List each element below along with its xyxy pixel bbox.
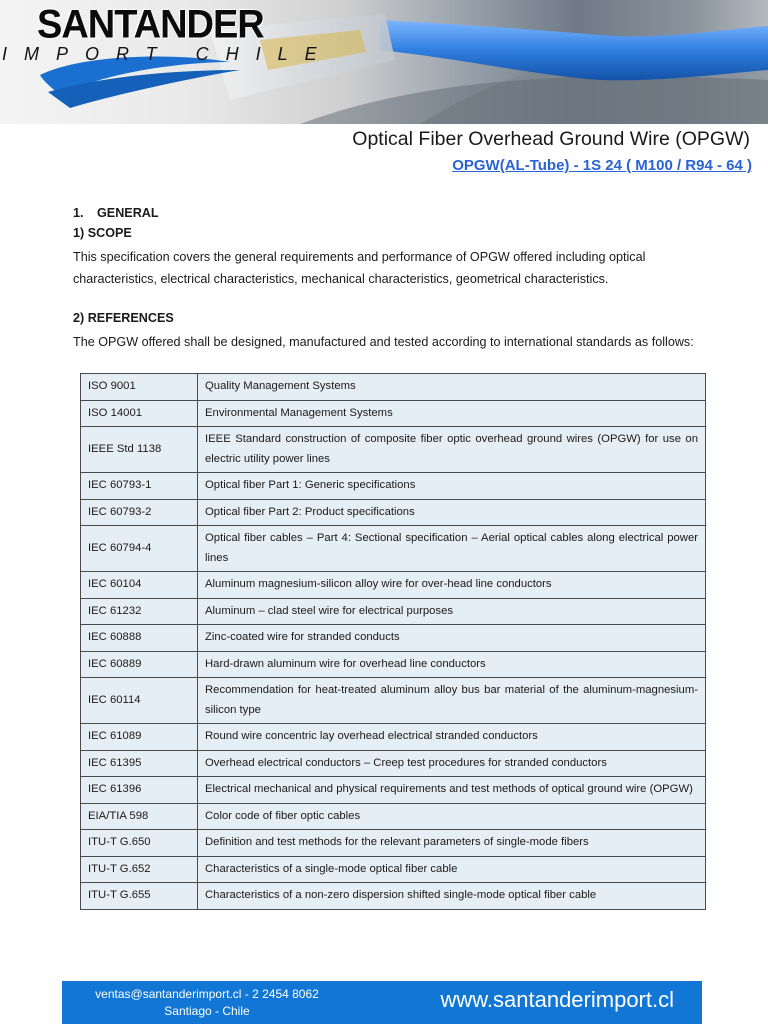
table-row bbox=[81, 777, 706, 804]
footer-location: Santiago - Chile bbox=[164, 1004, 250, 1018]
references-paragraph: The OPGW offered shall be designed, manufactured and tested according to international standards as follows: bbox=[73, 335, 694, 349]
standard-description-cell: Quality Management Systems bbox=[198, 374, 706, 401]
standard-code-cell: IEC 61089 bbox=[81, 724, 198, 751]
table-row bbox=[81, 830, 706, 857]
standard-code-cell: IEC 60104 bbox=[81, 572, 198, 599]
standard-description-cell: Aluminum magnesium-silicon alloy wire for over-head line conductors bbox=[198, 572, 706, 599]
table-row bbox=[81, 651, 706, 678]
standard-code-cell: ITU-T G.652 bbox=[81, 856, 198, 883]
standard-code-cell: IEC 61395 bbox=[81, 750, 198, 777]
standard-description-cell: Optical fiber Part 2: Product specifications bbox=[198, 499, 706, 526]
standard-description-cell: Aluminum – clad steel wire for electrical purposes bbox=[198, 598, 706, 625]
standard-description-cell: IEEE Standard construction of composite fiber optic overhead ground wires (OPGW) for use on electric utility power lines bbox=[198, 427, 706, 473]
company-logo: SANTANDER bbox=[37, 2, 264, 48]
scope-paragraph: This specification covers the general requirements and performance of OPGW offered including optical characteristics, electrical characteristics, mechanical characteristics, geometrical characteristics. bbox=[73, 250, 646, 286]
standard-description-cell: Optical fiber cables – Part 4: Sectional specification – Aerial optical cables along electrical power lines bbox=[198, 526, 706, 572]
standard-description-cell: Recommendation for heat-treated aluminum alloy bus bar material of the aluminum-magnesium-silicon type bbox=[198, 678, 706, 724]
standard-code-cell: ITU-T G.650 bbox=[81, 830, 198, 857]
table-row bbox=[81, 678, 706, 724]
standard-description-cell: Round wire concentric lay overhead electrical stranded conductors bbox=[198, 724, 706, 751]
standard-description-cell: Zinc-coated wire for stranded conducts bbox=[198, 625, 706, 652]
section-title: GENERAL bbox=[97, 206, 159, 220]
standard-code-cell: IEC 60889 bbox=[81, 651, 198, 678]
standard-description-cell: Hard-drawn aluminum wire for overhead line conductors bbox=[198, 651, 706, 678]
table-row bbox=[81, 400, 706, 427]
scope-heading: 1) SCOPE bbox=[73, 226, 132, 240]
table-row bbox=[81, 473, 706, 500]
standard-code-cell: IEEE Std 1138 bbox=[81, 427, 198, 473]
table-row bbox=[81, 625, 706, 652]
standard-code-cell: IEC 60888 bbox=[81, 625, 198, 652]
standard-code-cell: IEC 60793-2 bbox=[81, 499, 198, 526]
document-title: Optical Fiber Overhead Ground Wire (OPGW) bbox=[352, 128, 750, 150]
standard-code-cell: IEC 60794-4 bbox=[81, 526, 198, 572]
table-row bbox=[81, 803, 706, 830]
standard-code-cell: IEC 60114 bbox=[81, 678, 198, 724]
standard-description-cell: Definition and test methods for the relevant parameters of single-mode fibers bbox=[198, 830, 706, 857]
standard-code-cell: EIA/TIA 598 bbox=[81, 803, 198, 830]
table-row bbox=[81, 427, 706, 473]
standard-code-cell: IEC 60793-1 bbox=[81, 473, 198, 500]
company-logo-subtitle: IMPORT CHILE bbox=[2, 44, 334, 64]
section-heading-general bbox=[73, 206, 159, 220]
standard-code-cell: ISO 14001 bbox=[81, 400, 198, 427]
document-subtitle: OPGW(AL-Tube) - 1S 24 ( M100 / R94 - 64 ) bbox=[452, 157, 752, 174]
footer-bar bbox=[62, 981, 702, 1024]
standard-description-cell: Overhead electrical conductors – Creep test procedures for stranded conductors bbox=[198, 750, 706, 777]
table-row bbox=[81, 374, 706, 401]
references-heading: 2) REFERENCES bbox=[73, 311, 174, 325]
standard-code-cell: IEC 61396 bbox=[81, 777, 198, 804]
table-row bbox=[81, 499, 706, 526]
footer-email-phone: ventas@santanderimport.cl - 2 2454 8062 bbox=[95, 987, 319, 1001]
table-row bbox=[81, 856, 706, 883]
section-number: 1. bbox=[73, 206, 84, 220]
table-row bbox=[81, 883, 706, 910]
table-row bbox=[81, 526, 706, 572]
standard-description-cell: Optical fiber Part 1: Generic specifications bbox=[198, 473, 706, 500]
standard-description-cell: Color code of fiber optic cables bbox=[198, 803, 706, 830]
standard-description-cell: Electrical mechanical and physical requirements and test methods of optical ground wire (OPGW) bbox=[198, 777, 706, 804]
table-row bbox=[81, 750, 706, 777]
standard-description-cell: Characteristics of a non-zero dispersion shifted single-mode optical fiber cable bbox=[198, 883, 706, 910]
header-banner bbox=[0, 0, 768, 124]
footer-website-link[interactable]: www.santanderimport.cl bbox=[440, 987, 674, 1012]
standard-description-cell: Characteristics of a single-mode optical fiber cable bbox=[198, 856, 706, 883]
standard-code-cell: ITU-T G.655 bbox=[81, 883, 198, 910]
footer-contact bbox=[62, 986, 352, 1020]
table-row bbox=[81, 598, 706, 625]
standard-code-cell: IEC 61232 bbox=[81, 598, 198, 625]
table-row bbox=[81, 572, 706, 599]
references-table bbox=[80, 373, 706, 910]
standard-description-cell: Environmental Management Systems bbox=[198, 400, 706, 427]
table-row bbox=[81, 724, 706, 751]
standard-code-cell: ISO 9001 bbox=[81, 374, 198, 401]
